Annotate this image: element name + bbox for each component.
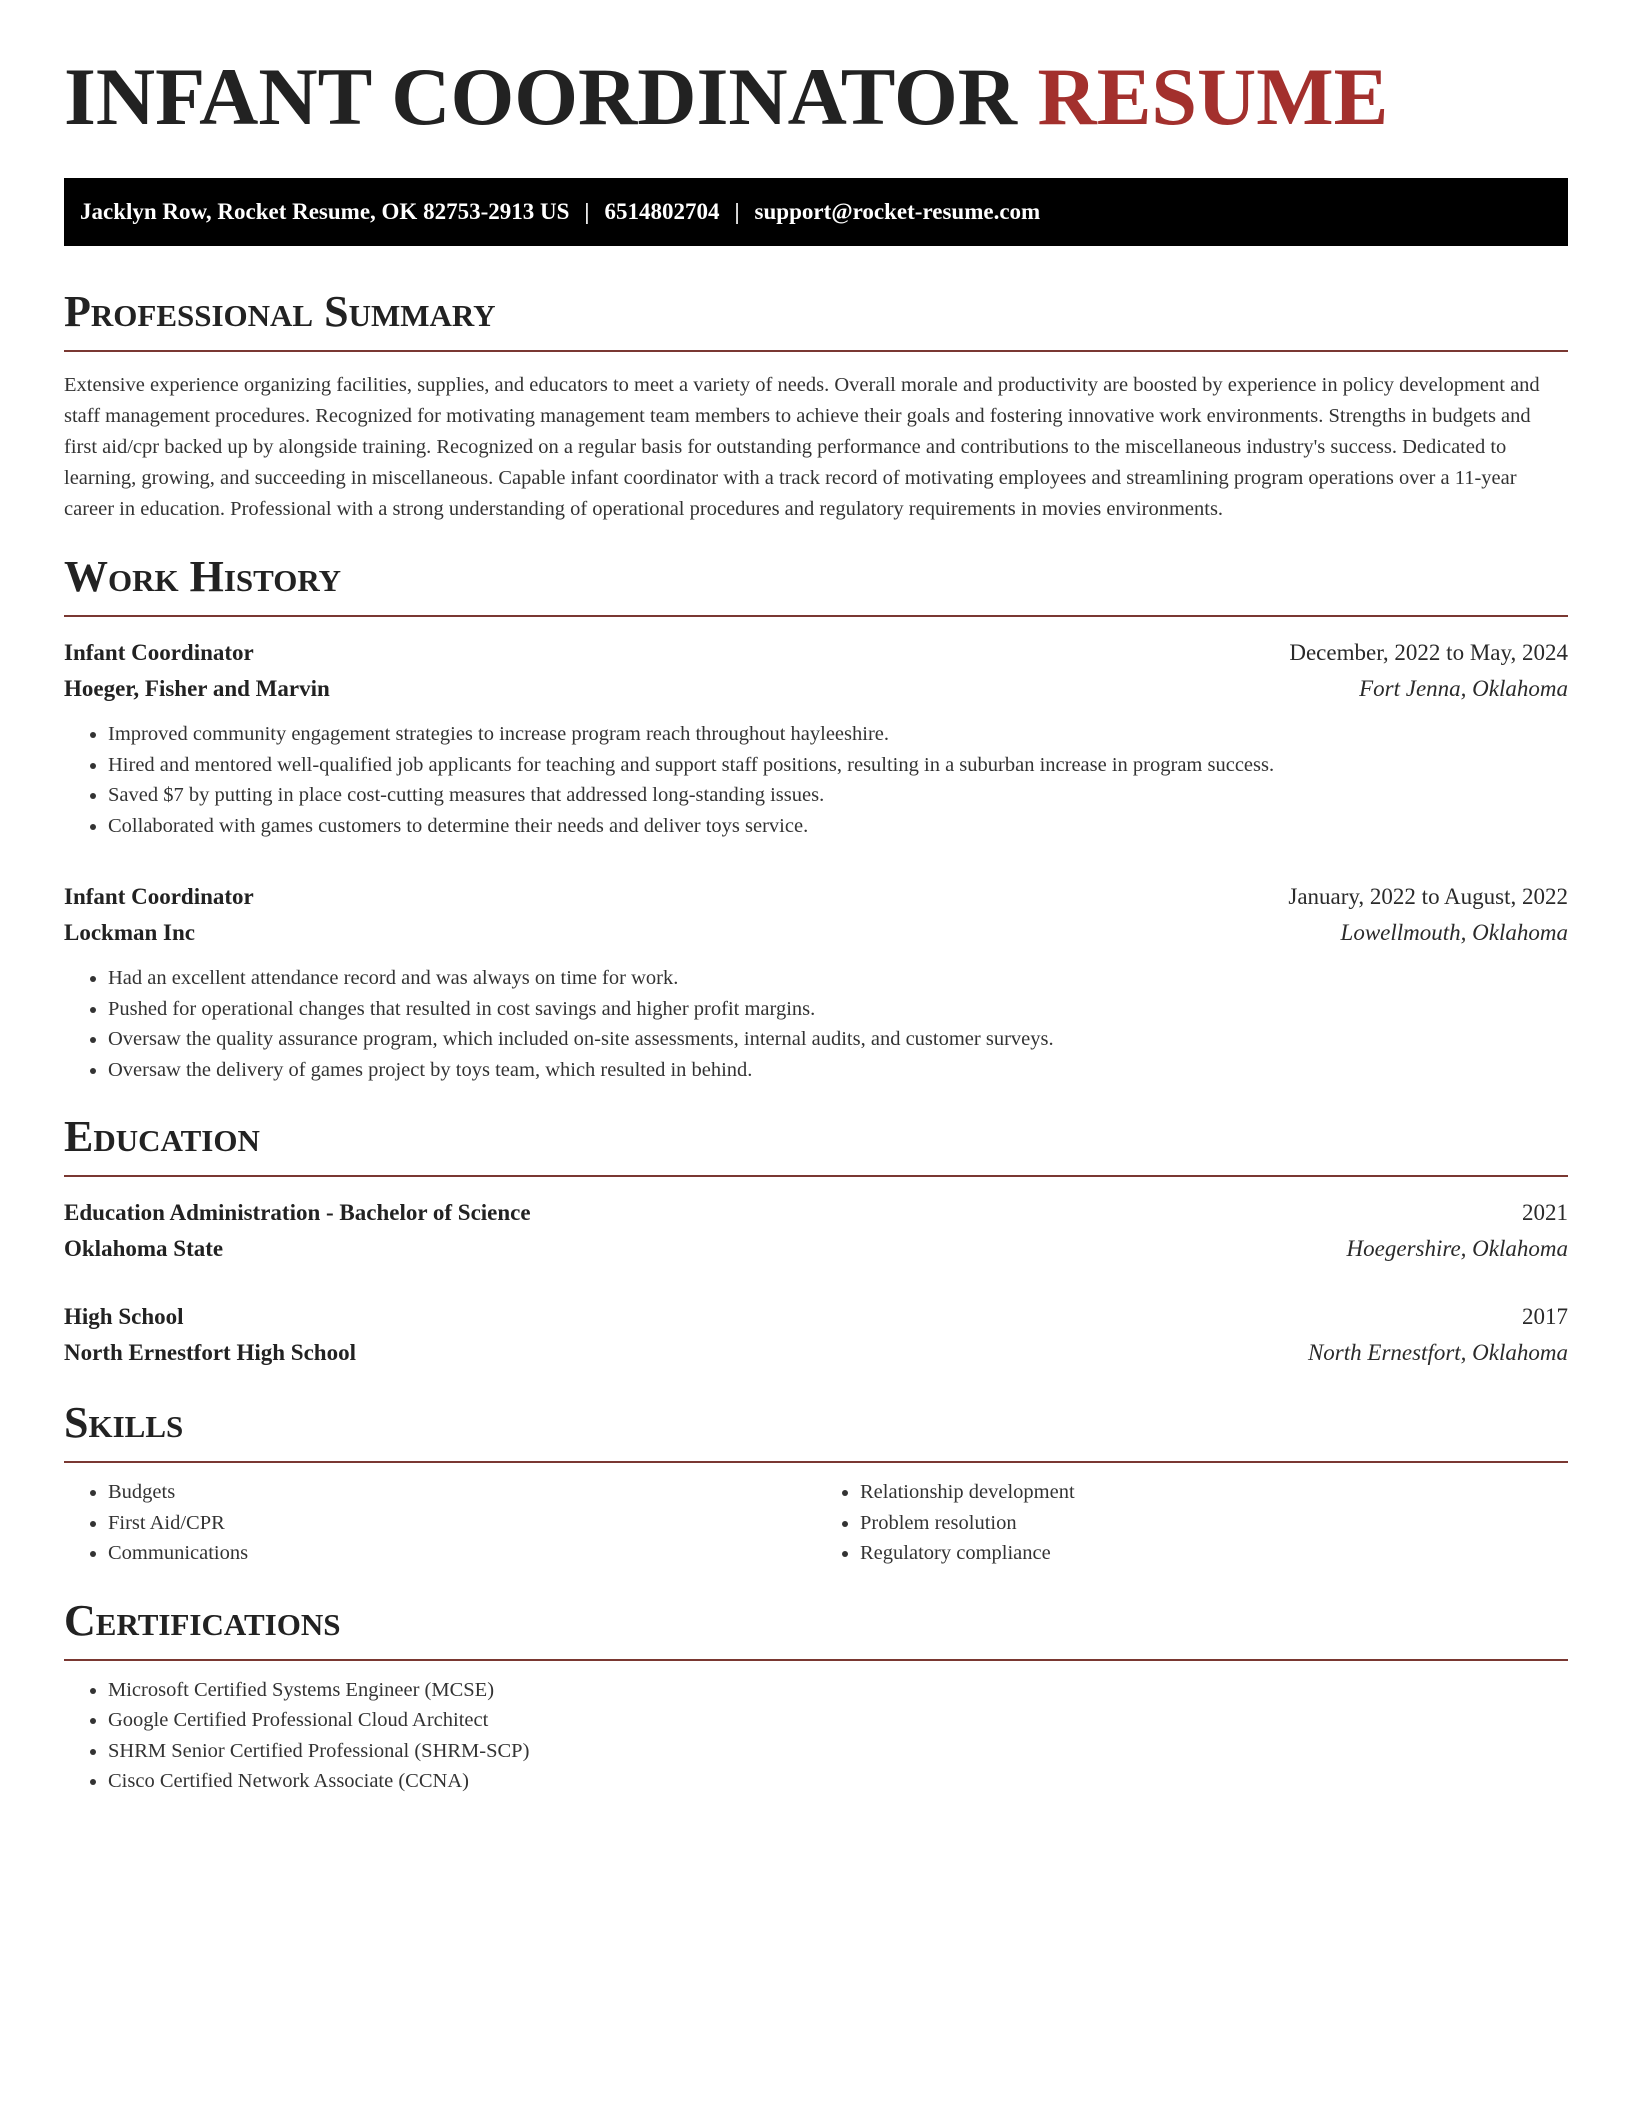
job-company: Lockman Inc bbox=[64, 920, 195, 945]
skill-item: • Budgets bbox=[108, 1477, 816, 1508]
education-school: Oklahoma State bbox=[64, 1236, 224, 1261]
certification-item: • Microsoft Certified Systems Engineer (MCSE) bbox=[108, 1675, 1568, 1706]
education-degree-row bbox=[64, 1299, 1568, 1335]
certification-item: • Cisco Certified Network Associate (CCNA) bbox=[108, 1766, 1568, 1797]
job-bullet: • Oversaw the delivery of games project by toys team, which resulted in behind. bbox=[108, 1055, 1568, 1086]
title-accent: RESUME bbox=[1037, 51, 1389, 142]
skill-item: • First Aid/CPR bbox=[108, 1508, 816, 1539]
skills-columns bbox=[64, 1477, 1568, 1569]
job-location: Fort Jenna, Oklahoma bbox=[1359, 676, 1568, 701]
summary-heading: Professional Summary bbox=[64, 290, 1568, 352]
education-year: 2021 bbox=[1522, 1200, 1568, 1225]
contact-separator: | bbox=[584, 199, 590, 224]
work-history-heading: Work History bbox=[64, 555, 1568, 617]
title-main: INFANT COORDINATOR bbox=[64, 51, 1017, 142]
resume-title bbox=[64, 51, 1568, 142]
job-bullet: • Collaborated with games customers to determine their needs and deliver toys service. bbox=[108, 811, 1568, 842]
contact-email[interactable]: support@rocket-resume.com bbox=[754, 199, 1041, 224]
certifications-list bbox=[64, 1675, 1568, 1797]
education-degree: Education Administration - Bachelor of Science bbox=[64, 1200, 531, 1225]
job-location: Lowellmouth, Oklahoma bbox=[1340, 920, 1568, 945]
job-bullet: • Had an excellent attendance record and was always on time for work. bbox=[108, 963, 1568, 994]
contact-bar bbox=[64, 178, 1568, 246]
job-bullet: • Improved community engagement strategies to increase program reach throughout hayleeshire. bbox=[108, 719, 1568, 750]
job-bullets bbox=[64, 719, 1568, 841]
contact-separator: | bbox=[734, 199, 740, 224]
education-degree-row bbox=[64, 1195, 1568, 1231]
skill-item: • Regulatory compliance bbox=[860, 1538, 1568, 1569]
skill-item: • Relationship development bbox=[860, 1477, 1568, 1508]
skills-heading: Skills bbox=[64, 1401, 1568, 1463]
summary-section bbox=[64, 287, 1568, 525]
skills-list-right bbox=[816, 1477, 1568, 1569]
work-history-section bbox=[64, 552, 1568, 1085]
job-header-row bbox=[64, 635, 1568, 671]
education-year: 2017 bbox=[1522, 1304, 1568, 1329]
job-bullet: • Pushed for operational changes that resulted in cost savings and higher profit margins. bbox=[108, 994, 1568, 1025]
skill-item: • Communications bbox=[108, 1538, 816, 1569]
job-bullet: • Oversaw the quality assurance program, which included on-site assessments, internal audits, and customer surveys. bbox=[108, 1024, 1568, 1055]
job-dates: December, 2022 to May, 2024 bbox=[1289, 640, 1568, 665]
job-bullet: • Hired and mentored well-qualified job applicants for teaching and support staff positions, resulting in a suburban increase in program success. bbox=[108, 750, 1568, 781]
contact-address: Jacklyn Row, Rocket Resume, OK 82753-2913 US bbox=[80, 199, 570, 224]
job-company-row bbox=[64, 915, 1568, 951]
certifications-heading: Certifications bbox=[64, 1599, 1568, 1661]
education-degree: High School bbox=[64, 1304, 184, 1329]
education-entry bbox=[64, 1299, 1568, 1371]
skills-list-left bbox=[64, 1477, 816, 1569]
job-dates: January, 2022 to August, 2022 bbox=[1288, 884, 1568, 909]
job-company-row bbox=[64, 671, 1568, 707]
education-section bbox=[64, 1112, 1568, 1371]
skill-item: • Problem resolution bbox=[860, 1508, 1568, 1539]
education-school-row bbox=[64, 1231, 1568, 1267]
job-title: Infant Coordinator bbox=[64, 640, 254, 665]
certifications-section bbox=[64, 1595, 1568, 1797]
education-school: North Ernestfort High School bbox=[64, 1340, 356, 1365]
skills-section bbox=[64, 1398, 1568, 1569]
job-company: Hoeger, Fisher and Marvin bbox=[64, 676, 330, 701]
education-location: North Ernestfort, Oklahoma bbox=[1307, 1340, 1568, 1365]
certification-item: • SHRM Senior Certified Professional (SHRM-SCP) bbox=[108, 1736, 1568, 1767]
education-location: Hoegershire, Oklahoma bbox=[1346, 1236, 1568, 1261]
education-heading: Education bbox=[64, 1115, 1568, 1177]
job-title: Infant Coordinator bbox=[64, 884, 254, 909]
job-entry bbox=[64, 879, 1568, 1085]
education-entry bbox=[64, 1195, 1568, 1267]
job-header-row bbox=[64, 879, 1568, 915]
job-bullet: • Saved $7 by putting in place cost-cutting measures that addressed long-standing issues. bbox=[108, 780, 1568, 811]
summary-text: Extensive experience organizing facilities, supplies, and educators to meet a variety of needs. Overall morale and productivity are boosted by experience in policy development and staff management procedures. Recognized for motivating management team members to achieve their goals and fostering innovative work environments. Strengths in budgets and first aid/cpr backed up by alongside training. Recognized on a regular basis for outstanding performance and contributions to the miscellaneous industry's success. Dedicated to learning, growing, and succeeding in miscellaneous. Capable infant coordinator with a track record of motivating employees and streamlining program operations over a 11-year career in education. Professional with a strong understanding of operational procedures and regulatory requirements in movies environments. bbox=[64, 374, 1540, 520]
education-school-row bbox=[64, 1335, 1568, 1371]
job-bullets bbox=[64, 963, 1568, 1085]
contact-phone: 6514802704 bbox=[604, 199, 720, 224]
certification-item: • Google Certified Professional Cloud Architect bbox=[108, 1705, 1568, 1736]
job-entry bbox=[64, 635, 1568, 841]
